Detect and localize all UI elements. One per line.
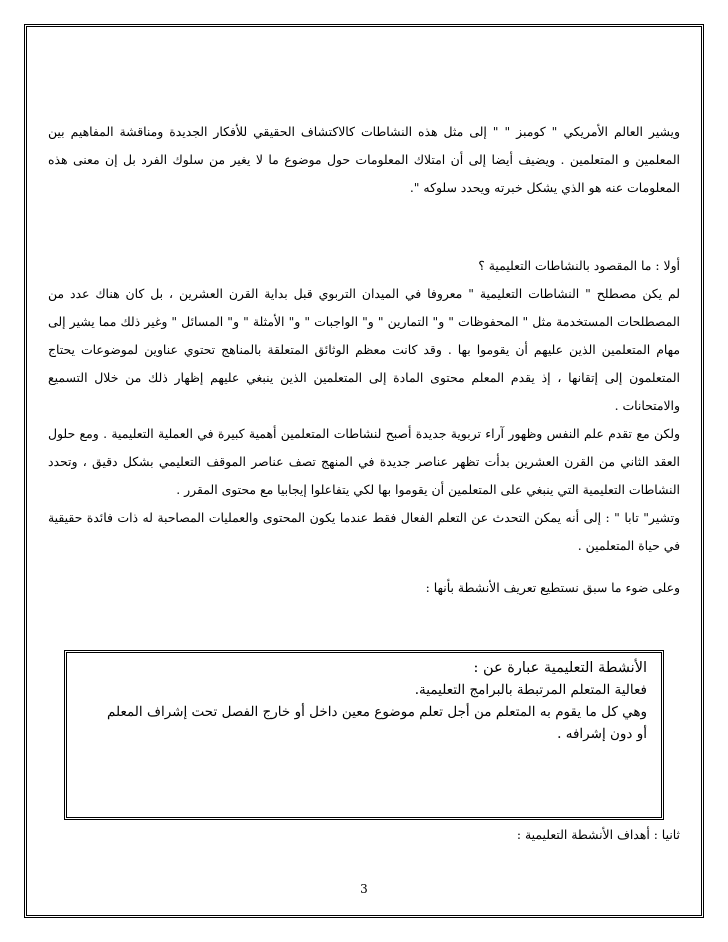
section-two-heading: ثانيا : أهداف الأنشطة التعليمية :: [516, 827, 680, 842]
definition-heading: الأنشطة التعليمية عبارة عن :: [473, 660, 647, 676]
definition-line-1: فعالية المتعلم المرتبطة بالبرامج التعليمية.: [414, 682, 647, 698]
definition-box: [64, 650, 664, 820]
section-one-lead-in: وعلى ضوء ما سبق نستطيع تعريف الأنشطة بأنها :: [425, 580, 680, 595]
spacer: [48, 202, 680, 252]
page-number: 3: [360, 882, 368, 896]
section-one-paragraph-2: ولكن مع تقدم علم النفس وظهور آراء تربوية جديدة أصبح لنشاطات المتعلمين أهمية كبيرة في العملية التعليمية . ومع حلول العقد الثاني من القرن العشرين بدأت تظهر عناصر جديدة في المنهج تصف عناصر الموقف التعليمي بشكل دقيق ، وتحدد النشاطات التعليمية التي ينبغي على المتعلمين أن يقوموا بها لكي يتفاعلوا إيجابيا مع محتوى المقرر .: [48, 426, 680, 497]
section-one-paragraph-1: لم يكن مصطلح " النشاطات التعليمية " معروفا في الميدان التربوي قبل بداية القرن العشرين ، بل كان هناك عدد من المصطلحات المستخدمة مثل " المحفوظات " و" التمارين " و" الواجبات " و" الأمثلة " و" المسائل " وغير ذلك مما يشير إلى مهام المتعلمين الذين عليهم أن يقوموا بها . وقد كانت معظم الوثائق المتعلقة بالمناهج تحتوي عناوين لموضوعات يحتاج المتعلمون إلى إتقانها ، إذ يقدم المعلم محتوى المادة إلى المتعلمين الذين ينبغي عليهم إظهار ذلك من خلال التسميع والامتحانات .: [48, 286, 680, 413]
section-one-paragraph-3: وتشير" تابا " : إلى أنه يمكن التحدث عن التعلم الفعال فقط عندما يكون المحتوى والعمليات المصاحبة له ذات فائدة حقيقية في حياة المتعلمين .: [48, 510, 680, 553]
definition-content: [67, 653, 661, 745]
spacer: [48, 560, 680, 574]
section-one-heading: أولا : ما المقصود بالنشاطات التعليمية ؟: [478, 258, 680, 273]
definition-line-2: وهي كل ما يقوم به المتعلم من أجل تعلم موضوع معين داخل أو خارج الفصل تحت إشراف المعلم أو دون إشرافه .: [107, 704, 647, 742]
document-body: [48, 118, 680, 602]
intro-paragraph: ويشير العالم الأمريكي " كومبز " " إلى مثل هذه النشاطات كالاكتشاف الحقيقي للأفكار الجديدة ومناقشة المفاهيم بين المعلمين و المتعلمين . ويضيف أيضا إلى أن امتلاك المعلومات حول موضوع ما لا يغير من سلوك الفرد بل إن معنى هذه المعلومات عنه هو الذي يشكل خبرته ويحدد سلوكه ".: [48, 124, 680, 195]
